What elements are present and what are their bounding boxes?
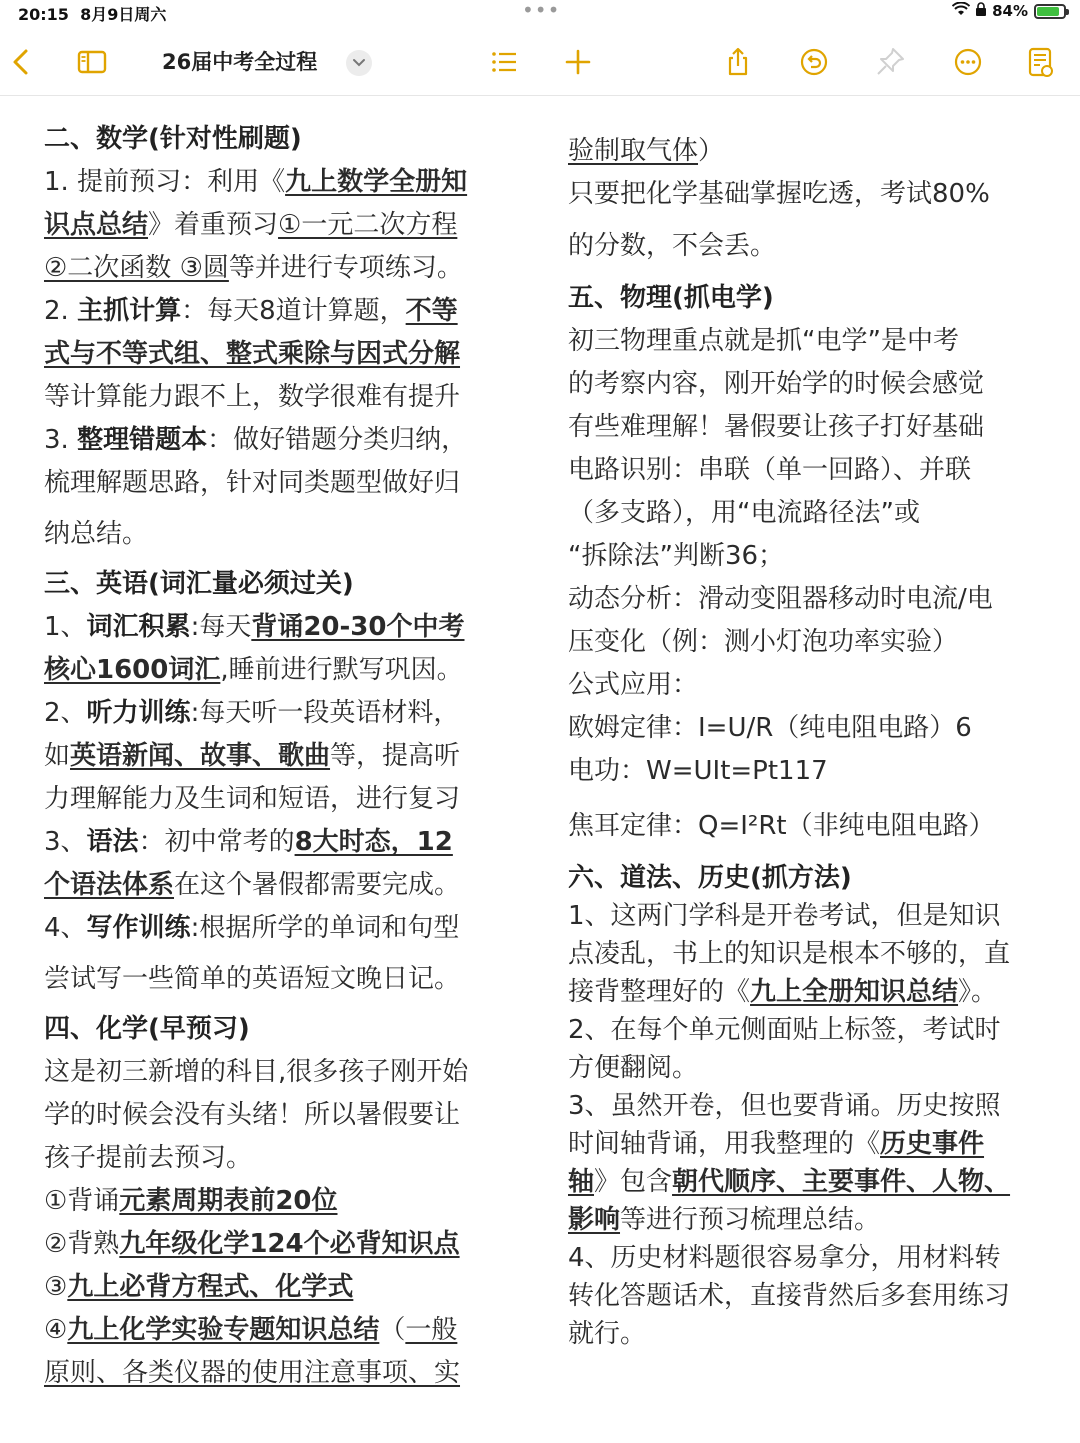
battery-percent: 84% <box>992 2 1028 20</box>
note-line <box>568 173 1050 216</box>
note-text: ：做好错题分类归纳， <box>207 425 468 455</box>
note-line <box>568 1315 1050 1353</box>
note-icon[interactable] <box>1020 42 1060 82</box>
note-line <box>44 778 514 821</box>
bold-text: 六、道法、历史(抓方法) <box>568 863 852 893</box>
note-text: :每天听一段英语材料， <box>190 698 460 728</box>
note-line <box>44 1051 514 1094</box>
section-heading <box>44 118 514 161</box>
note-text: ） <box>698 136 725 166</box>
note-text: :根据所学的单词和句型 <box>190 913 460 943</box>
note-text: 》包含 <box>594 1167 673 1197</box>
note-column-left[interactable] <box>44 118 514 1395</box>
note-line <box>44 1094 514 1137</box>
underlined-text: 九上化学实验专题知识总结 <box>67 1315 380 1345</box>
note-text: ④ <box>44 1315 68 1345</box>
note-text: 3、虽然开卷，但也要背诵。历史按照 <box>568 1091 1001 1121</box>
note-line <box>44 505 514 563</box>
note-line <box>44 333 514 376</box>
note-line <box>568 1163 1050 1201</box>
underlined-text: 8大时态，12 <box>294 827 453 857</box>
share-icon[interactable] <box>718 42 758 82</box>
note-text: 只要把化学基础掌握吃透，考试80% <box>568 179 990 209</box>
note-line <box>44 1137 514 1180</box>
sidebar-icon[interactable] <box>72 42 112 82</box>
note-line <box>44 692 514 735</box>
note-text: 2、 <box>44 698 87 728</box>
note-text: 就行。 <box>568 1319 647 1349</box>
note-line <box>44 735 514 778</box>
note-title[interactable]: 26届中考全过程 <box>162 50 318 74</box>
note-line <box>568 1277 1050 1315</box>
note-text: 如 <box>44 741 71 771</box>
note-line <box>568 1087 1050 1125</box>
status-bar <box>0 0 1080 28</box>
note-text: 纳总结。 <box>44 519 149 549</box>
note-line <box>44 1223 514 1266</box>
bold-text: 写作训练 <box>86 913 191 943</box>
underlined-text: 历史事件 <box>880 1129 985 1159</box>
underlined-text: 元素周期表前20位 <box>119 1186 338 1216</box>
note-line <box>44 376 514 419</box>
note-line <box>44 606 514 649</box>
underlined-text: ②二次函数 ③圆 <box>44 253 229 283</box>
note-line <box>568 492 1050 535</box>
bold-text: 听力训练 <box>86 698 191 728</box>
note-line <box>568 1011 1050 1049</box>
bold-text: 四、化学(早预习) <box>44 1014 250 1044</box>
underlined-text: 一般 <box>405 1315 458 1345</box>
note-line <box>568 1125 1050 1163</box>
status-time: 20:15 8月9日周六 <box>18 5 167 24</box>
note-text: 欧姆定律：I=U/R（纯电阻电路）6 <box>568 713 972 743</box>
note-text: （多支路），用“电流路径法”或 <box>568 498 920 528</box>
note-line <box>44 204 514 247</box>
note-line <box>44 462 514 505</box>
note-text: （ <box>379 1315 406 1345</box>
note-text: 2、在每个单元侧面贴上标签，考试时 <box>568 1015 1001 1045</box>
bold-text: 三、英语(词汇量必须过关) <box>44 569 354 599</box>
note-text: 等进行预习梳理总结。 <box>620 1205 881 1235</box>
underlined-text: 核心1600词汇 <box>44 655 221 685</box>
note-line <box>44 1180 514 1223</box>
note-line <box>44 864 514 907</box>
note-text: 点凌乱，书上的知识是根本不够的，直 <box>568 939 1011 969</box>
section-heading <box>568 276 1050 320</box>
note-line <box>568 449 1050 492</box>
note-text: 动态分析：滑动变阻器移动时电流/电 <box>568 584 993 614</box>
note-text: 电路识别：串联（单一回路）、并联 <box>568 455 972 485</box>
list-icon[interactable] <box>484 42 524 82</box>
undo-icon[interactable] <box>794 42 834 82</box>
note-text: 孩子提前去预习。 <box>44 1143 253 1173</box>
note-text: 等，提高听 <box>330 741 461 771</box>
underlined-text: 验制取气体 <box>568 136 699 166</box>
note-line <box>44 821 514 864</box>
note-line <box>568 621 1050 664</box>
note-text: 1. 提前预习：利用《 <box>44 167 286 197</box>
note-text: 》。 <box>958 977 998 1007</box>
note-text: 接背整理好的《 <box>568 977 751 1007</box>
note-text: ③ <box>44 1272 68 1302</box>
note-line <box>44 1309 514 1352</box>
note-text: 2. <box>44 296 78 326</box>
underlined-text: 轴 <box>568 1167 595 1197</box>
underlined-text: 英语新闻、故事、歌曲 <box>70 741 331 771</box>
underlined-text: 九上全册知识总结 <box>750 977 959 1007</box>
note-line <box>44 649 514 692</box>
note-text: 方便翻阅。 <box>568 1053 699 1083</box>
note-line <box>44 1352 514 1395</box>
underlined-text: 识点总结 <box>44 210 149 240</box>
add-icon[interactable] <box>558 42 598 82</box>
note-text: 等计算能力跟不上，数学很难有提升 <box>44 382 461 412</box>
bold-text: 二、数学(针对性刷题) <box>44 124 302 154</box>
note-text: ：每天8道计算题， <box>181 296 406 326</box>
note-text: ②背熟 <box>44 1229 120 1259</box>
status-right <box>952 2 1066 20</box>
note-text: 焦耳定律：Q=I²Rt（非纯电阻电路） <box>568 811 995 841</box>
pin-icon[interactable] <box>870 42 910 82</box>
note-line <box>568 707 1050 750</box>
note-text: 尝试写一些简单的英语短文晚日记。 <box>44 964 461 994</box>
note-text: 梳理解题思路，针对同类题型做好归 <box>44 468 461 498</box>
note-line <box>568 130 1050 173</box>
note-text: 1、 <box>44 612 87 642</box>
note-text: 公式应用： <box>568 670 699 700</box>
note-line <box>568 535 1050 578</box>
note-line <box>44 907 514 950</box>
note-text: 的分数，不会丢。 <box>568 231 777 261</box>
note-line <box>44 419 514 462</box>
note-text: 有些难理解！暑假要让孩子打好基础 <box>568 412 985 442</box>
note-text: 的考察内容，刚开始学的时候会感觉 <box>568 369 985 399</box>
note-line <box>568 664 1050 707</box>
note-line <box>568 216 1050 276</box>
note-line <box>568 363 1050 406</box>
section-heading <box>568 859 1050 897</box>
note-line <box>568 973 1050 1011</box>
note-text: 1、这两门学科是开卷考试，但是知识 <box>568 901 1001 931</box>
note-line <box>44 1266 514 1309</box>
section-heading <box>44 563 514 606</box>
note-text: “拆除法”判断36； <box>568 541 785 571</box>
note-text: 》着重预习 <box>148 210 279 240</box>
bold-text: 语法 <box>86 827 139 857</box>
note-text: 在这个暑假都需要完成。 <box>174 870 461 900</box>
underlined-text: 朝代顺序、主要事件、人物、 <box>672 1167 1011 1197</box>
note-text: :每天 <box>190 612 252 642</box>
bold-text: 整理错题本 <box>77 425 208 455</box>
underlined-text: 原则、各类仪器的使用注意事项、实 <box>44 1358 461 1388</box>
note-text: 等并进行专项练习。 <box>228 253 463 283</box>
underlined-text: 个语法体系 <box>44 870 175 900</box>
note-line <box>568 1239 1050 1277</box>
battery-icon <box>1034 4 1066 19</box>
note-line <box>44 161 514 204</box>
note-line <box>568 935 1050 973</box>
more-icon[interactable] <box>948 42 988 82</box>
section-heading <box>44 1008 514 1051</box>
status-date: 8月9日周六 <box>80 5 167 24</box>
note-line <box>44 950 514 1008</box>
note-line <box>568 897 1050 935</box>
note-line <box>44 247 514 290</box>
note-text: 压变化（例：测小灯泡功率实验） <box>568 627 959 657</box>
note-text: 时间轴背诵，用我整理的《 <box>568 1129 881 1159</box>
note-text: 3、 <box>44 827 87 857</box>
note-line <box>568 578 1050 621</box>
note-text: ,睡前进行默写巩因。 <box>220 655 463 685</box>
toolbar-divider <box>0 95 1080 96</box>
note-line <box>568 406 1050 449</box>
bold-text: 五、物理(抓电学) <box>568 283 774 313</box>
wifi-icon <box>952 2 970 20</box>
multitask-dots-icon[interactable]: ••• <box>522 0 561 22</box>
note-text: 电功：W=UIt=Pt117 <box>568 756 828 786</box>
note-line <box>568 1049 1050 1087</box>
note-text: 力理解能力及生词和短语，进行复习 <box>44 784 461 814</box>
underlined-text: 式与不等式组、整式乘除与因式分解 <box>44 339 461 369</box>
note-text: 转化答题话术，直接背然后多套用练习 <box>568 1281 1011 1311</box>
note-column-right[interactable] <box>568 130 1050 1353</box>
note-text: 学的时候会没有头绪！所以暑假要让 <box>44 1100 461 1130</box>
underlined-text: 九上必背方程式、化学式 <box>67 1272 354 1302</box>
note-line <box>568 750 1050 793</box>
note-line <box>568 793 1050 859</box>
bold-text: 词汇积累 <box>86 612 191 642</box>
chevron-down-icon[interactable] <box>346 50 372 76</box>
underlined-text: 背诵20-30个中考 <box>251 612 465 642</box>
back-chevron-icon[interactable] <box>2 42 42 82</box>
note-text: 初三物理重点就是抓“电学”是中考 <box>568 326 959 356</box>
toolbar <box>0 34 1080 92</box>
note-text: 4、历史材料题很容易拿分，用材料转 <box>568 1243 1001 1273</box>
note-text: ①背诵 <box>44 1186 120 1216</box>
underlined-text: ①一元二次方程 <box>278 210 458 240</box>
note-text: 3. <box>44 425 78 455</box>
bold-text: 主抓计算 <box>77 296 182 326</box>
note-line <box>44 290 514 333</box>
underlined-text: 九年级化学124个必背知识点 <box>119 1229 460 1259</box>
note-text: 4、 <box>44 913 87 943</box>
underlined-text: 九上数学全册知 <box>285 167 468 197</box>
underlined-text: 不等 <box>405 296 458 326</box>
note-text: ：初中常考的 <box>138 827 295 857</box>
note-line <box>568 320 1050 363</box>
note-line <box>568 1201 1050 1239</box>
lock-icon <box>976 2 986 20</box>
underlined-text: 影响 <box>568 1205 621 1235</box>
note-text: 这是初三新增的科目,很多孩子刚开始 <box>44 1057 469 1087</box>
